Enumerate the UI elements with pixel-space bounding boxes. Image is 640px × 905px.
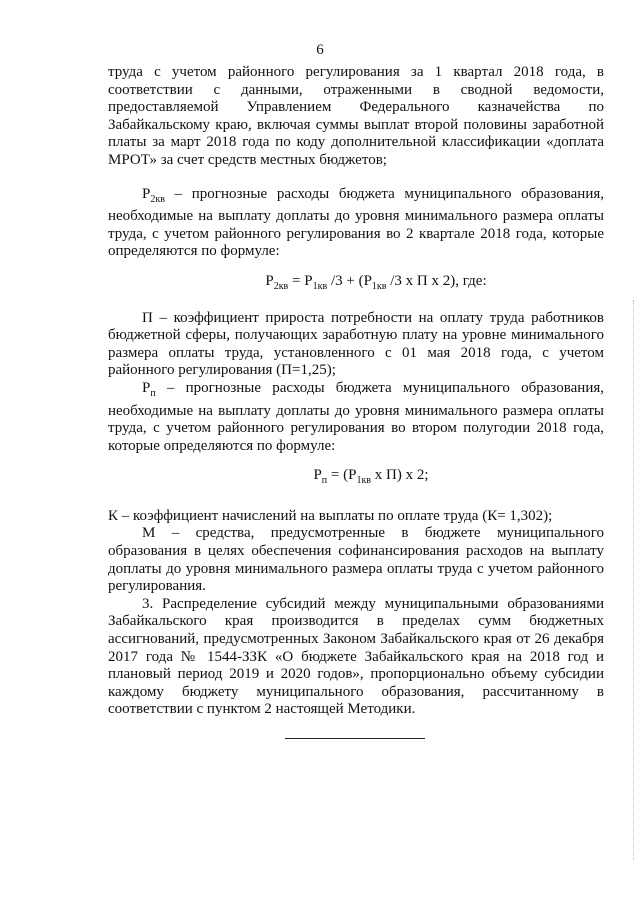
paragraph-continuation: труда с учетом районного регулирования за 1 квартал 2018 года, в соответствии с данными, отраженными в сводной ведомости, предоставляемой Управлением Федерального казначейства по Забайкальскому краю, включая суммы выплат второй половины заработной платы за март 2018 года по коду дополнительной классификации «доплата МРОТ» за счет средств местных бюджетов; xyxy=(108,64,604,168)
formula-subscript: 1кв xyxy=(371,280,387,292)
formula-part: /3 + (Р xyxy=(327,272,372,289)
formula-part: Р xyxy=(313,467,322,484)
formula-part: Р xyxy=(265,272,274,289)
formula-part: = (Р xyxy=(327,467,357,484)
symbol-p: Р xyxy=(142,379,151,396)
separator-line xyxy=(285,738,425,739)
formula-pp xyxy=(108,467,604,490)
symbol-p: Р xyxy=(142,185,151,202)
document-body xyxy=(108,64,604,719)
formula-part: = Р xyxy=(288,272,313,289)
formula-subscript: п xyxy=(321,475,328,487)
paragraph-distribution: 3. Распределение субсидий между муниципальными образованиями Забайкальского края производится в пределах сумм бюджетных ассигнований, предусмотренных Законом Забайкальского края от 26 декабря 2017 года № 1544-ЗЗК «О бюджете Забайкальского края на 2018 год и плановый период 2019 и 2020 годов», пропорционально объему субсидии каждому бюджету муниципального образования, рассчитанному в соответствии с пунктом 2 настоящей Методики. xyxy=(108,595,604,718)
paragraph-coefficient-p: П – коэффициент прироста потребности на оплату труда работников бюджетной сферы, получающих заработную плату на уровне минимального размера оплаты труда, установленного с 01 мая 2018 года, с учетом районного регулирования (П=1,25); xyxy=(108,309,604,379)
paragraph-coefficient-k: К – коэффициент начислений на выплаты по оплате труда (К= 1,302); xyxy=(108,507,553,524)
page-number: 6 xyxy=(316,42,324,58)
paragraph-m-definition: М – средства, предусмотренные в бюджете муниципального образования в целях обеспечения софинансирования расходов на выплату доплаты до уровня минимального размера оплаты труда с учетом районного регулирования. xyxy=(108,525,604,595)
formula-subscript: 1кв xyxy=(312,280,328,292)
paragraph-pp-definition xyxy=(108,380,604,455)
definition-text: – прогнозные расходы бюджета муниципального образования, необходимые на выплату доплаты до уровня минимального размера оплаты труда, с учетом районного регулирования во 2 квартале 2018 года, которые определяются по формуле: xyxy=(108,185,604,260)
formula-part: х П) х 2; xyxy=(371,467,429,484)
definition-text: – прогнозные расходы бюджета муниципального образования, необходимые на выплату доплаты до уровня минимального размера оплаты труда, с учетом районного регулирования во втором полугодии 2018 года, которые определяются по формуле: xyxy=(108,379,604,454)
formula-part: /3 х П х 2), где: xyxy=(386,272,487,289)
formula-subscript: 1кв xyxy=(356,475,372,487)
formula-subscript: 2кв xyxy=(273,280,289,292)
symbol-subscript: п xyxy=(150,387,156,399)
symbol-subscript: 2кв xyxy=(150,193,165,205)
formula-p2kv xyxy=(108,273,604,296)
paragraph-p2kv-definition xyxy=(108,186,604,261)
scan-edge-artifact xyxy=(632,300,634,860)
